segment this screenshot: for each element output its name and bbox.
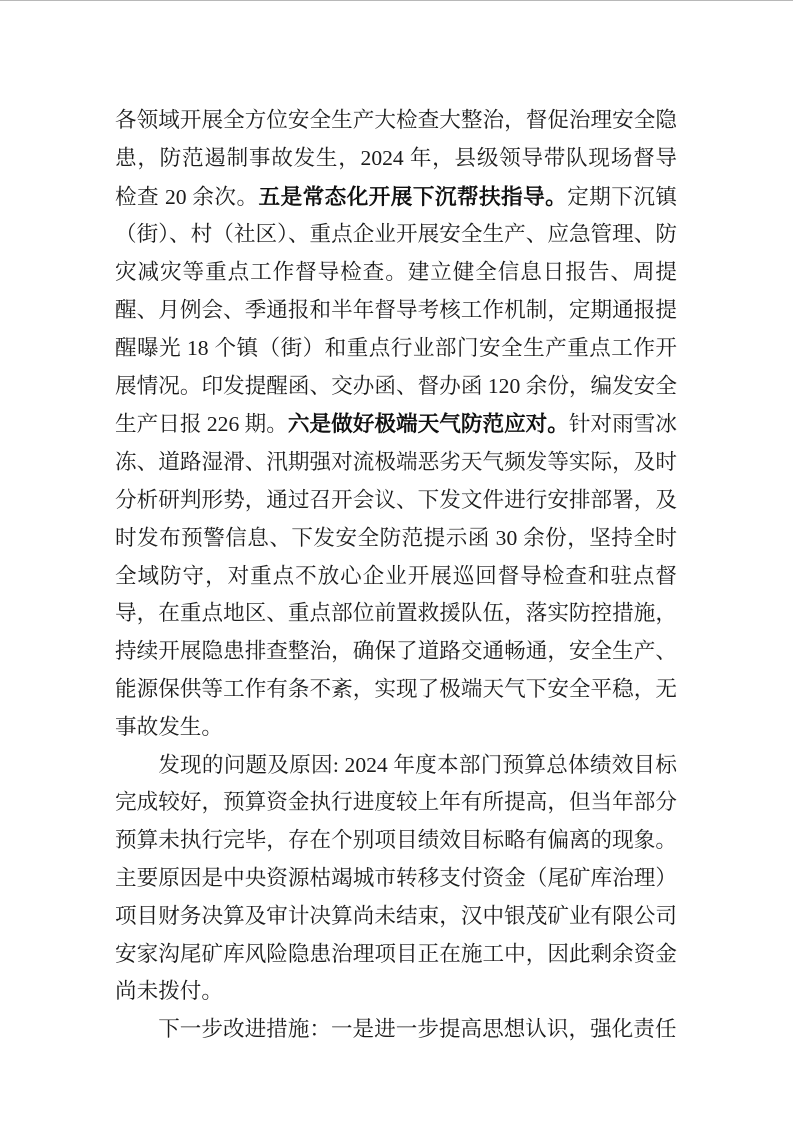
paragraph-continuation bbox=[115, 102, 677, 747]
body-text-run: 针对雨雪冰冻、道路湿滑、汛期强对流极端恶劣天气频发等实际，及时分析研判形势，通过召开会议、下发文件进行安排部署，及时发布预警信息、下发安全防范提示函 30 余份，坚持全时全域防守，对重点不放心企业开展巡回督导检查和驻点督导，在重点地区、重点部位前置救援队伍，落实防控措施，持续开展隐患排查整治，确保了道路交通畅通，安全生产、能源保供等工作有条不紊，实现了极端天气下安全平稳，无事故发生。 bbox=[115, 412, 677, 739]
page-top-edge bbox=[0, 0, 793, 1]
body-text-run: 各领域开展全方位安全生产大检查大整治，督促治理安全隐患，防范遏制事故发生，2024 年，县级领导带队现场督导检查 20 余次。 bbox=[115, 108, 677, 209]
paragraph-problems-and-causes bbox=[115, 747, 677, 1012]
document-page-text bbox=[115, 102, 677, 1049]
body-text-run: 发现的问题及原因: 2024 年度本部门预算总体绩效目标完成较好，预算资金执行进度较上年有所提高，但当年部分预算未执行完毕，存在个别项目绩效目标略有偏离的现象。主要原因是中央资源枯竭城市转移支付资金（尾矿库治理）项目财务决算及审计决算尚未结束，汉中银茂矿业有限公司安家沟尾矿库风险隐患治理项目正在施工中，因此剩余资金尚未拨付。 bbox=[115, 752, 677, 1004]
body-text-run: 定期下沉镇（街）、村（社区）、重点企业开展安全生产、应急管理、防灾减灾等重点工作督导检查。建立健全信息日报告、周提醒、月例会、季通报和半年督导考核工作机制，定期通报提醒曝光 18 个镇（街）和重点行业部门安全生产重点工作开展情况。印发提醒函、交办函、督办函 120 余份，编发安全生产日报 226 期。 bbox=[115, 184, 677, 437]
bold-heading-item-five: 五是常态化开展下沉帮扶指导。 bbox=[258, 183, 568, 209]
paragraph-next-steps bbox=[115, 1011, 677, 1049]
body-text-run: 下一步改进措施：一是进一步提高思想认识，强化责任 bbox=[158, 1017, 677, 1042]
bold-heading-item-six: 六是做好极端天气防范应对。 bbox=[287, 411, 569, 437]
